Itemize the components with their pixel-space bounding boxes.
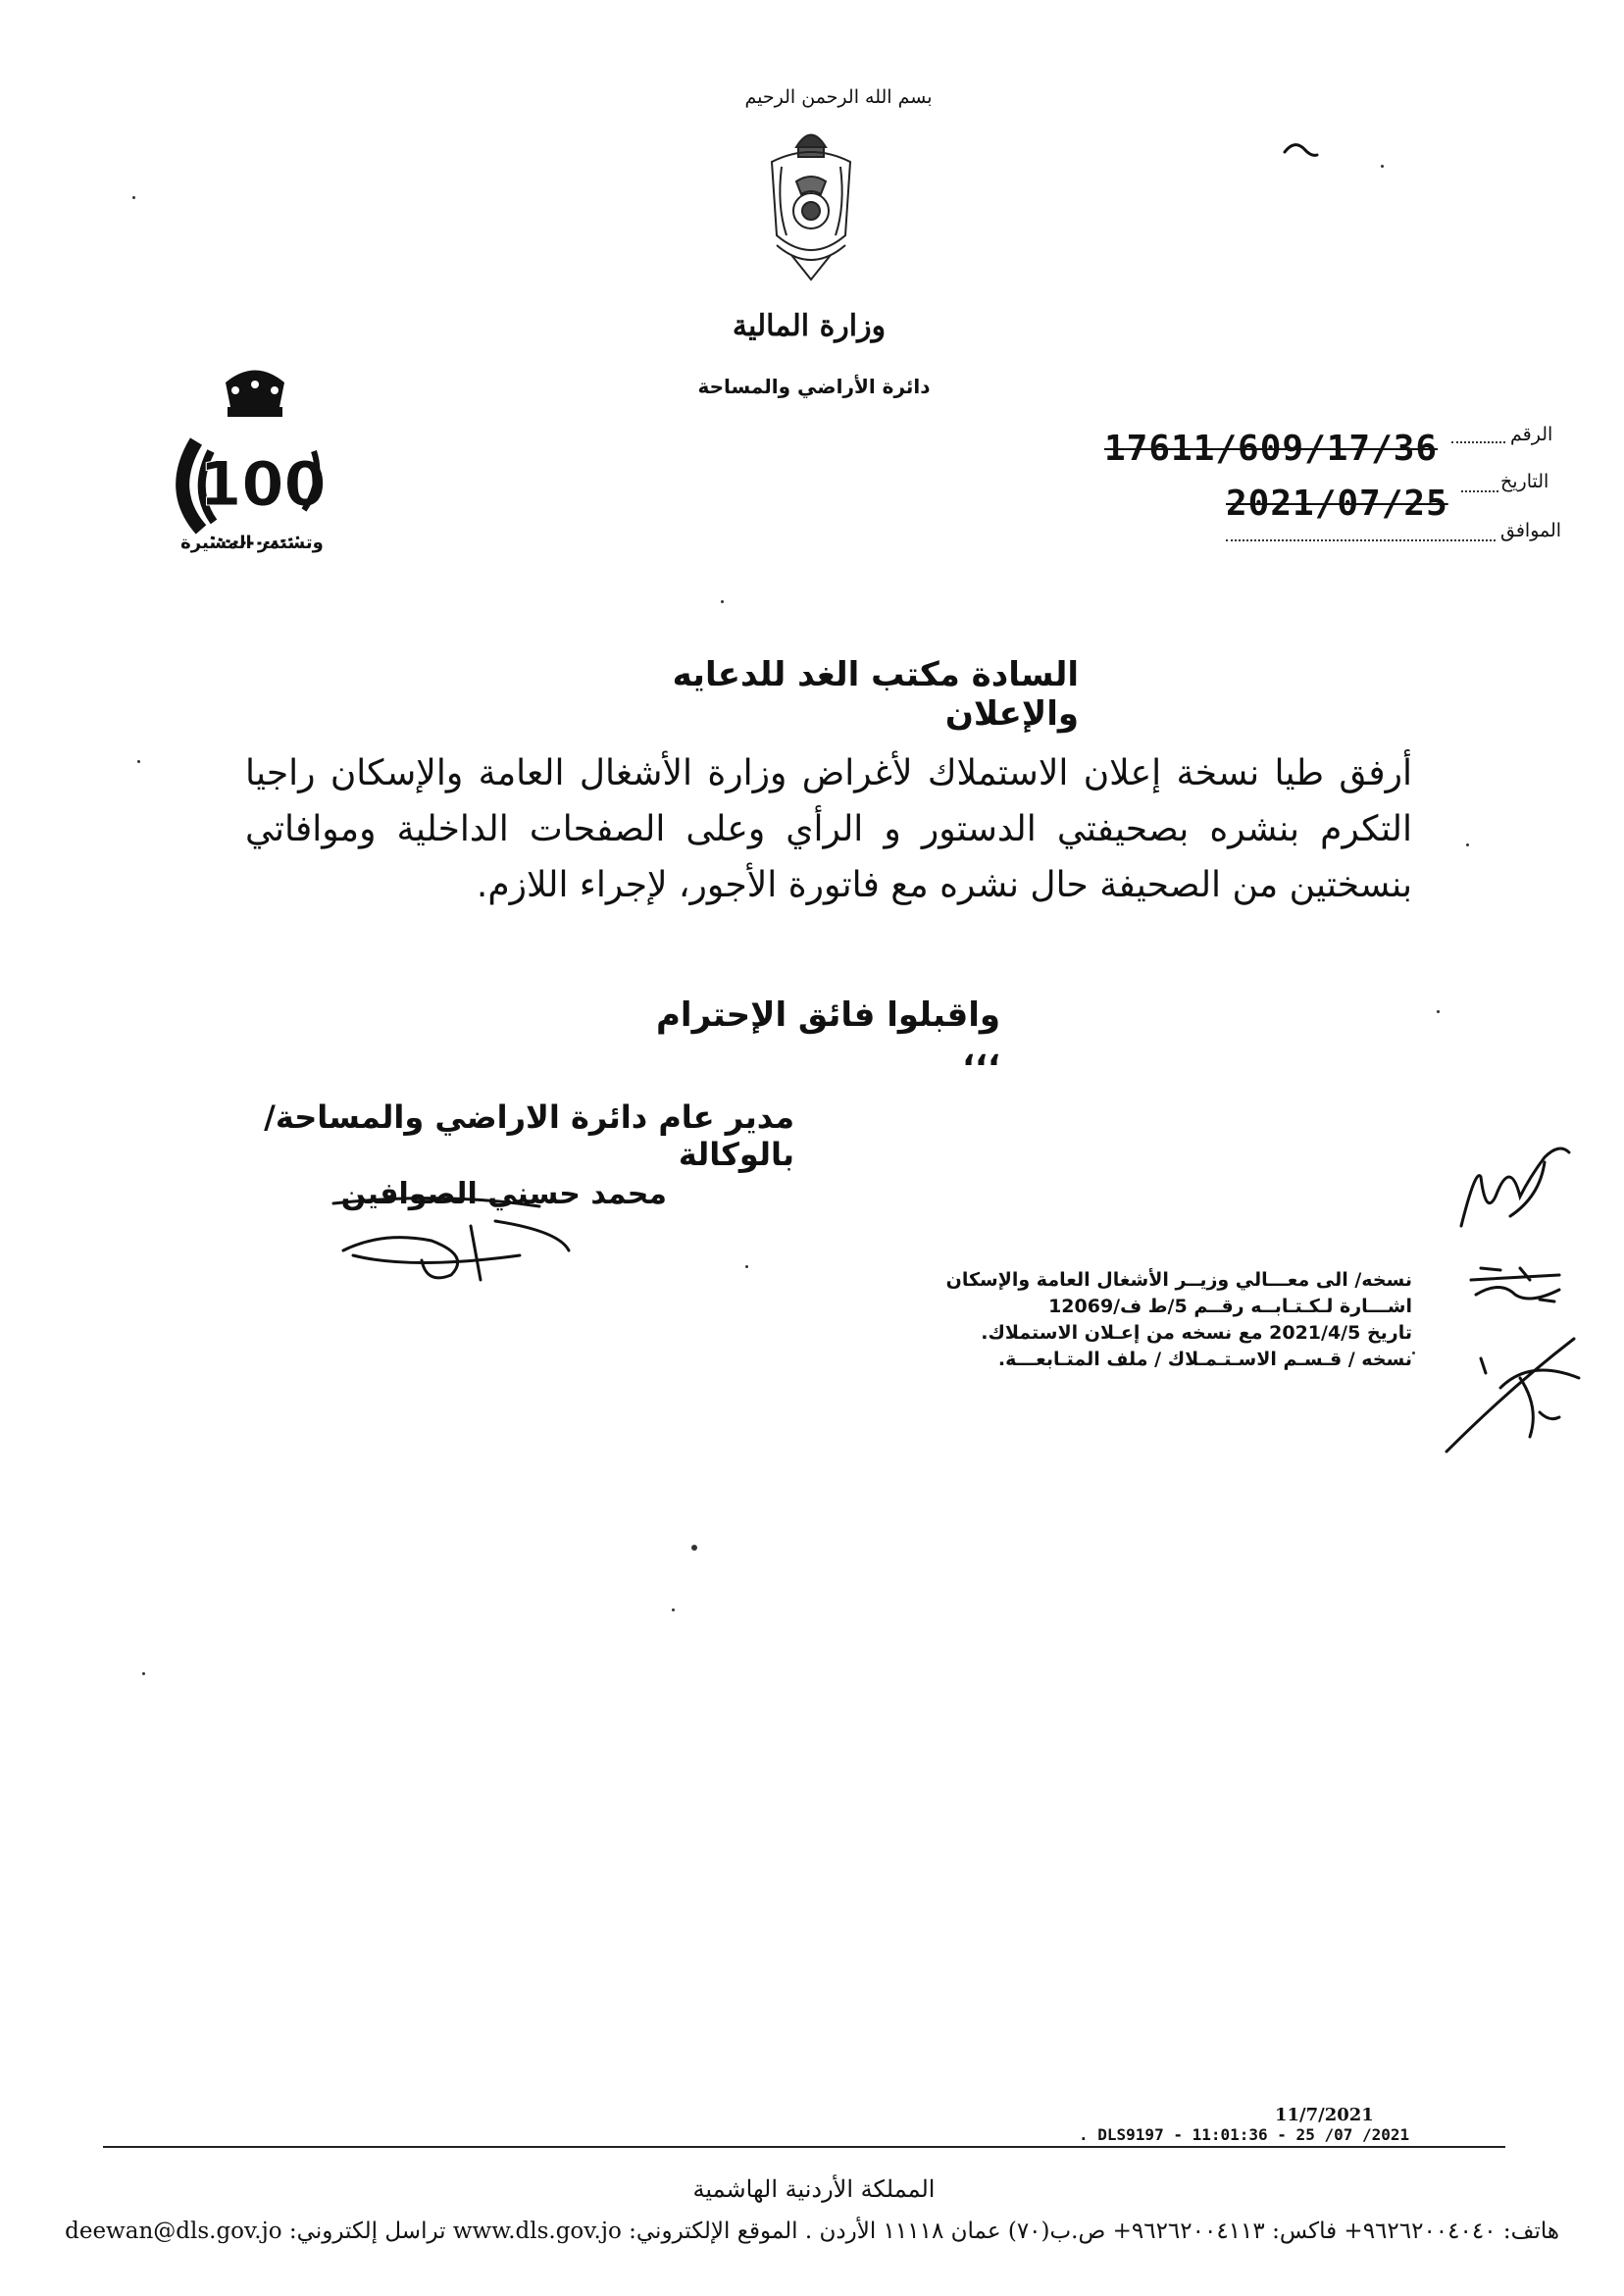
- scan-speck: [137, 760, 140, 763]
- scan-speck: [142, 1672, 145, 1675]
- reference-number-label: الرقم: [1510, 424, 1553, 445]
- copies-block: [785, 1267, 1412, 1373]
- signatory-name: محمد حسني الصوافين: [340, 1177, 667, 1211]
- reference-number: 17611/609/17/36: [1104, 429, 1439, 469]
- scan-speck: [745, 1265, 748, 1268]
- scan-speck: [672, 1608, 675, 1611]
- dotted-line: [1461, 488, 1498, 492]
- scan-speck: [691, 1545, 697, 1551]
- stamp-date: 11/7/2021: [1275, 2105, 1374, 2125]
- scan-speck: [132, 196, 135, 199]
- scan-speck: [1381, 165, 1384, 168]
- handwritten-initials: [1461, 1260, 1569, 1309]
- letter-closing: واقبلوا فائق الإحترام ،،،: [656, 995, 1000, 1074]
- ministry-name: وزارة المالية: [732, 309, 887, 343]
- handwritten-mark: [1280, 137, 1319, 167]
- handwritten-initials: [1442, 1319, 1589, 1456]
- footer-contact-info: هاتف: ٩٦٢٦٢٠٠٤٠٤٠+ فاكس: ٩٦٢٦٢٠٠٤١١٣+ ص.ب(٧٠) عمان ١١١١٨ الأردن . الموقع الإلكتروني: www.dls.gov.jo تراسل إلكتروني: deewan@dls.gov.jo: [65, 2219, 1559, 2244]
- dotted-line: [1226, 537, 1496, 541]
- copy-line-3: تاريخ 2021/4/5 مع نسخه من إعـلان الاستملاك.: [981, 1322, 1412, 1344]
- stamp-reference-line: . DLS9197 - 11:01:36 - 25 /07 /2021: [1079, 2125, 1410, 2144]
- scan-speck: [1437, 1010, 1440, 1013]
- scan-speck: [1466, 843, 1469, 846]
- department-name: دائرة الأراضي والمساحة: [697, 375, 931, 398]
- reference-date: 2021/07/25: [1226, 484, 1448, 524]
- logo-tagline: وتستمر المسيرة: [180, 533, 324, 553]
- copy-line-1: نسخه/ الى معـــالي وزيــر الأشغال العامة والإسكان: [945, 1269, 1412, 1291]
- footer-divider: [103, 2146, 1505, 2148]
- letter-body: أرفق طيا نسخة إعلان الاستملاك لأغراض وزارة الأشغال العامة والإسكان راجيا التكرم بنشره بصحيفتي الدستور و الرأي وعلى الصفحات الداخلية وموافاتي بنسختين من الصحيفة حال نشره مع فاتورة الأجور، لإجراء اللازم.: [245, 753, 1412, 905]
- handwritten-initials: [1451, 1138, 1579, 1236]
- copy-line-4: نسخه / قـسـم الاسـتـمـلاك / ملف المتـابعـــة.: [997, 1349, 1412, 1370]
- reference-date-label: التاريخ: [1500, 471, 1549, 492]
- bismillah-heading: بسم الله الرحمن الرحيم: [744, 86, 933, 108]
- logo-number: 100: [199, 448, 327, 520]
- letter-addressee: السادة مكتب الغد للدعايه والإعلان: [672, 655, 1079, 734]
- scan-speck: [1412, 1352, 1415, 1354]
- footer-kingdom-name: المملكة الأردنية الهاشمية: [692, 2175, 936, 2203]
- dotted-line: [1451, 439, 1505, 443]
- signatory-title: مدير عام دائرة الاراضي والمساحة/بالوكالة: [264, 1098, 794, 1173]
- handwritten-signature: [324, 1182, 579, 1290]
- scan-speck: [721, 600, 724, 603]
- copy-line-2: اشـــارة لـكـتـابــه رقــم 5/ط ف/12069: [1048, 1296, 1412, 1317]
- jordan-coat-of-arms-icon: [757, 118, 865, 284]
- reference-hijri-label: الموافق: [1500, 520, 1562, 541]
- centennial-crown-logo: [157, 363, 353, 559]
